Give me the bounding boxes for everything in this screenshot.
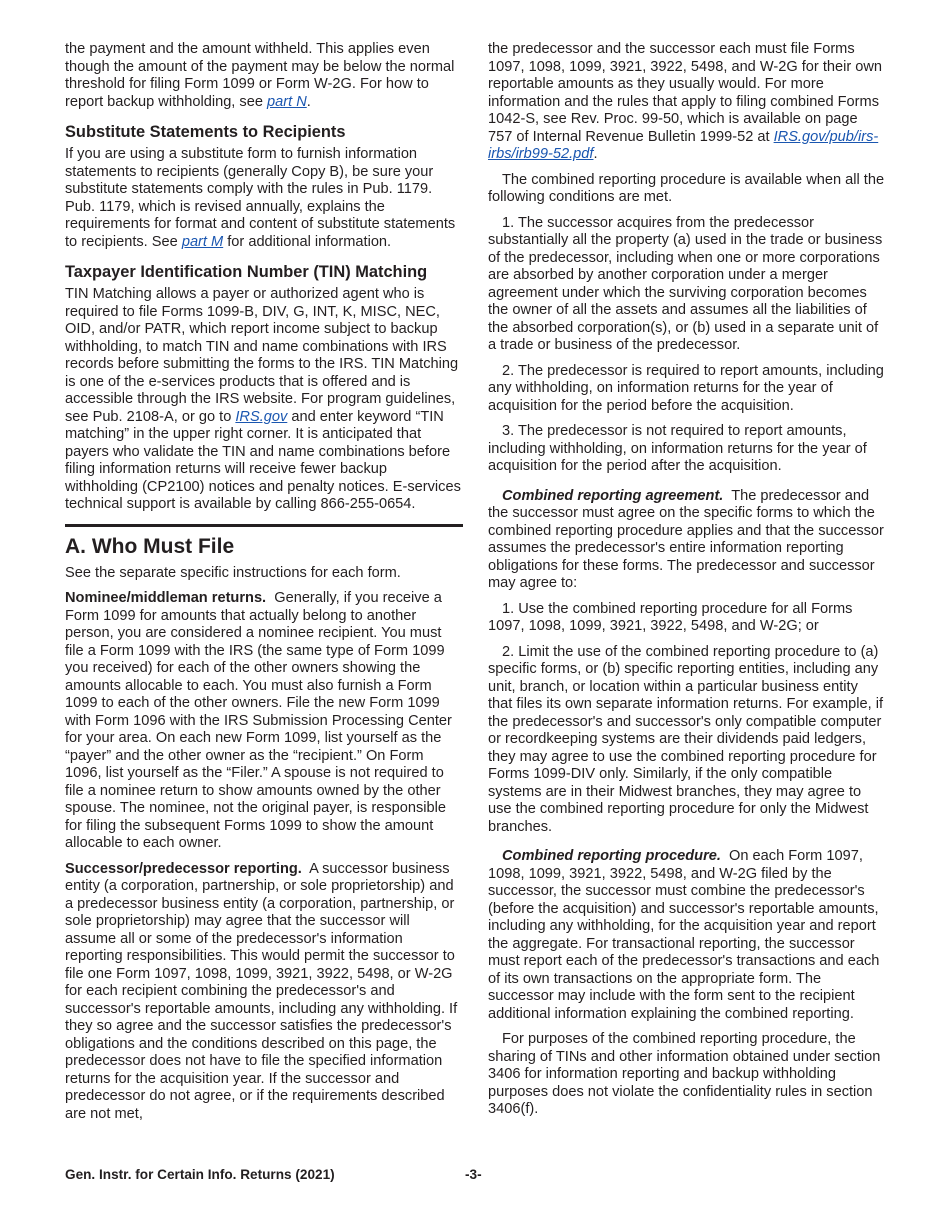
paragraph-combined-agreement: Combined reporting agreement. The predecessor and the successor must agree on the specific forms to which the combined reporting procedure applies and that the successor assumes the predecessor's entire information reporting obligations for these forms. The predecessor and successor may agree to: (488, 487, 884, 591)
link-irb99-52[interactable]: IRS.gov/pub/irs-irbs/irb99-52.pdf (488, 128, 879, 162)
list-item-condition-2: 2. The predecessor is required to report amounts, including any withholding, on information returns for the year of acquisition for the period before the acquisition. (488, 362, 884, 414)
heading-who-must-file: A. Who Must File (65, 534, 235, 558)
paragraph-predecessor-continued: the predecessor and the successor each must file Forms 1097, 1098, 1099, 3921, 3922, 5498, and W-2G for their own reportable amounts as they usually would. For more information and the rules that apply to filing combined Forms 1042-S, see Rev. Proc. 99-50, which is available on page 757 of Internal Revenue Bulletin 1999-52 at IRS.gov/pub/irs-irbs/irb99-52.pdf. (488, 41, 883, 162)
list-item-agreement-2: 2. Limit the use of the combined reporting procedure to (a) specific forms, or (b) specific reporting entities, including any unit, branch, or location within a particular business entity that files its own separate information returns. For example, if the predecessor's and successor's only compatible computer or recordkeeping systems are their dividends paid ledgers, they may agree to use the combined reporting procedure for Forms 1099-DIV only. Similarly, if the only compatible systems are in their Midwest branches, they may agree to use the combined reporting procedure for only the Midwest branches. (488, 643, 884, 835)
paragraph-see-instructions: See the separate specific instructions for each form. (65, 564, 401, 581)
heading-tin-matching: Taxpayer Identification Number (TIN) Matching (65, 263, 428, 281)
list-item-agreement-1: 1. Use the combined reporting procedure for all Forms 1097, 1098, 1099, 3921, 3922, 5498, and W-2G; or (488, 600, 853, 634)
paragraph-tin-matching: TIN Matching allows a payer or authorized agent who is required to file Forms 1099-B, DIV, G, INT, K, MISC, NEC, OID, and/or PATR, which report income subject to backup withholding, to match TIN and name combinations with IRS records before submitting the forms to the IRS. TIN Matching is one of the e-services products that is offered and is accessible through the IRS website. For program guidelines, see Pub. 2108-A, or go to IRS.gov and enter keyword “TIN matching” in the upper right corner. It is anticipated that payers who validate the TIN and name combinations before filing information returns will receive fewer backup withholding (CP2100) notices and penalty notices. E-services technical support is available by calling 866-255-0654. (65, 286, 461, 512)
right-column (488, 41, 886, 1127)
page-number: -3- (465, 1167, 482, 1182)
paragraph-nominee-returns: Nominee/middleman returns. Generally, if you receive a Form 1099 for amounts that actually belong to another person, you are considered a nominee recipient. You must file a Form 1099 with the IRS (the same type of Form 1099 you received) for each of the other owners showing the amounts allocable to each. You must also furnish a Form 1099 to each of the other owners. File the new Form 1099 with Form 1096 with the IRS Submission Processing Center for your area. On each new Form 1099, list yourself as the “payer” and the other owner as the “recipient.” On Form 1096, list yourself as the “Filer.” A spouse is not required to file a nominee return to show amounts owned by the other spouse. The nominee, not the original payer, is responsible for filing the subsequent Forms 1099 to show the amount allocable to each owner. (65, 590, 452, 851)
link-part-m[interactable]: part M (181, 233, 224, 250)
lead-nominee: Nominee/middleman returns. (65, 590, 267, 606)
link-part-n[interactable]: part N (267, 93, 307, 110)
list-item-condition-3: 3. The predecessor is not required to report amounts, including withholding, on information returns for the year of acquisition for the period after the acquisition. (488, 423, 867, 474)
paragraph-combined-procedure: Combined reporting procedure. On each Form 1097, 1098, 1099, 3921, 3922, 5498, and W-2G filed by the successor, the successor must combine the predecessor's (before the acquisition) and successor's reportable amounts, including any withholding, for the acquisition year and report the aggregate. For transactional reporting, the successor must report each of the predecessor's transactions and each of its own transactions on the appropriate form. The successor may include with the form sent to the recipient additional information explaining the combined reporting. (488, 848, 880, 1022)
paragraph-successor-reporting: Successor/predecessor reporting. A successor business entity (a corporation, partnership, or sole proprietorship) and a predecessor business entity (a corporation, partnership, or sole proprietorship) may agree that the successor will assume all or some of the predecessor's information reporting responsibilities. This would permit the successor to file one Form 1097, 1098, 1099, 3921, 3922, 5498, or W-2G for each recipient combining the predecessor's and successor's reportable amounts, including any withholding. If they so agree and the successor satisfies the predecessor's obligations and the conditions described on this page, the predecessor does not have to file the specified information returns for the acquisition year. If the successor and predecessor do not agree, or if the requirements described are not met, (65, 860, 458, 1122)
section-divider (65, 524, 463, 527)
paragraph-substitute-statements: If you are using a substitute form to furnish information statements to recipients (generally Copy B), be sure your substitute statements comply with the rules in Pub. 1179. Pub. 1179, which is revised annually, explains the requirements for format and content of substitute statements to recipients. See part M for additional information. (65, 146, 456, 250)
link-irs-gov[interactable]: IRS.gov (235, 408, 288, 425)
paragraph-backup-withholding: the payment and the amount withheld. This applies even though the amount of the payment may be below the normal threshold for filing Form 1099 or Form W-2G. For how to report backup withholding, see part N. (65, 41, 455, 110)
paragraph-conditions-intro: The combined reporting procedure is available when all the following conditions are met. (488, 171, 885, 205)
lead-combined-agreement: Combined reporting agreement. (502, 487, 724, 504)
list-item-condition-1: 1. The successor acquires from the predecessor substantially all the property (a) used in the trade or business of the predecessor, including when one or more corporations are absorbed by another corporation under a merger agreement under which the surviving corporation becomes the owner of all the assets and assumes all the liabilities of the absorbed corporation(s), or (b) used in a separate unit of a trade or business of the predecessor. (488, 214, 883, 353)
lead-combined-procedure: Combined reporting procedure. (502, 848, 721, 864)
footer-title: Gen. Instr. for Certain Info. Returns (2021) (65, 1167, 335, 1182)
lead-successor: Successor/predecessor reporting. (65, 860, 302, 877)
page-footer (65, 1167, 885, 1182)
heading-substitute-statements: Substitute Statements to Recipients (65, 123, 346, 141)
left-column (65, 41, 463, 1131)
paragraph-confidentiality: For purposes of the combined reporting procedure, the sharing of TINs and other information obtained under section 3406 for information reporting and backup withholding purposes does not violate the confidentiality rules in section 3406(f). (488, 1031, 881, 1117)
